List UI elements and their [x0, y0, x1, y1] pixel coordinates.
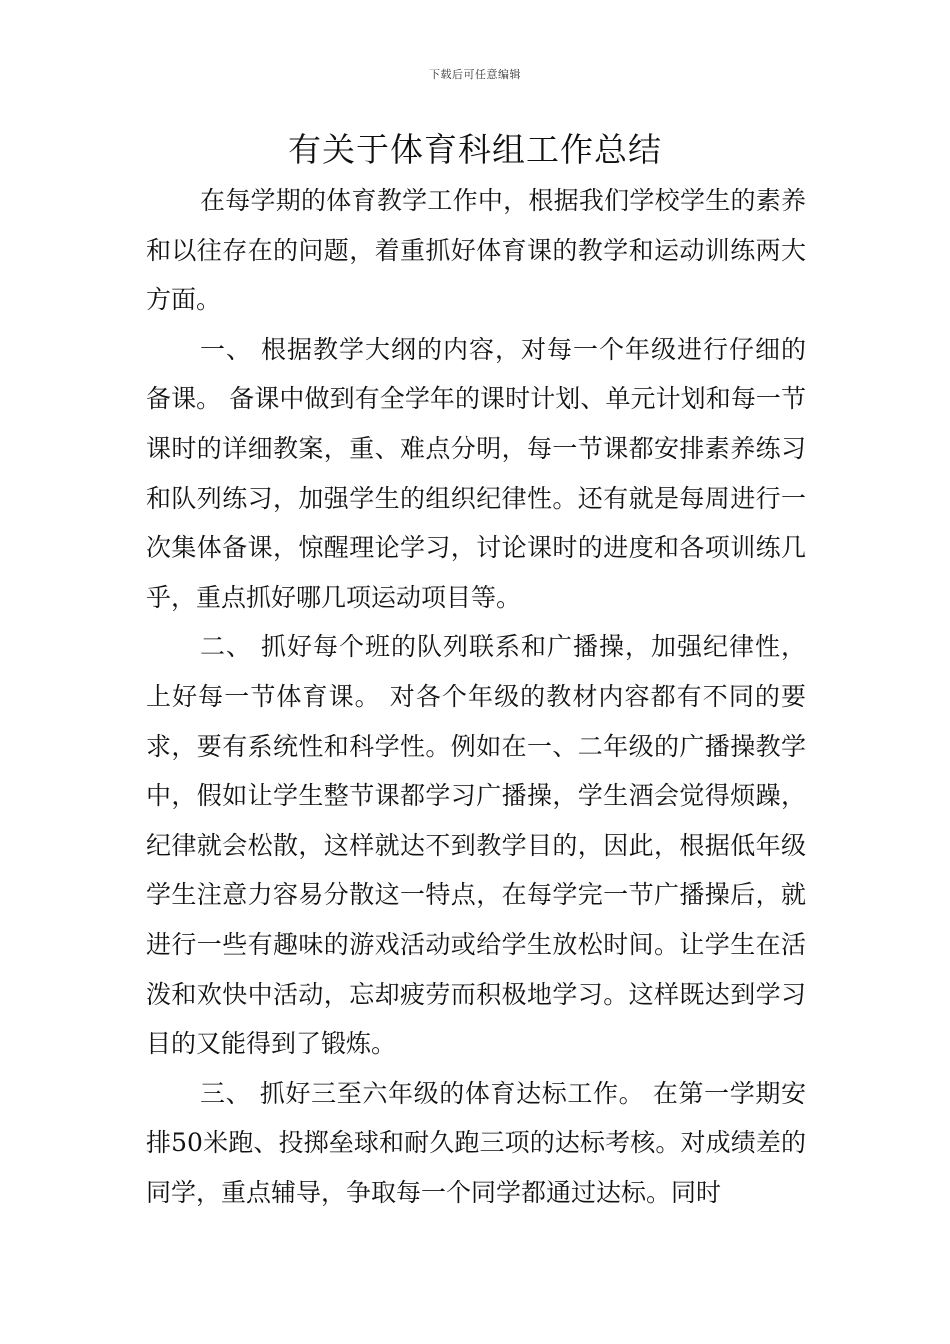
- paragraph-section-2: 二、 抓好每个班的队列联系和广播操，加强纪律性，上好每一节体育课。 对各个年级的教材内容都有不同的要求，要有系统性和科学性。例如在一、二年级的广播操教学中，假如让学生整节课都学习广播操，学生酒会觉得烦躁，纪律就会松散，这样就达不到教学目的，因此，根据低年级学生注意力容易分散这一特点，在每学完一节广播操后，就进行一些有趣味的游戏活动或给学生放松时间。让学生在活泼和欢快中活动，忘却疲劳而积极地学习。这样既达到学习目的又能得到了锻炼。: [146, 632, 806, 1059]
- paragraph-section-3: 三、 抓好三至六年级的体育达标工作。 在第一学期安排50米跑、投掷垒球和耐久跑三项的达标考核。对成绩差的同学，重点辅导，争取每一个同学都通过达标。同时: [146, 1078, 806, 1207]
- document-body: [146, 176, 806, 1217]
- paragraph-intro: 在每学期的体育教学工作中，根据我们学校学生的素养和以往存在的问题，着重抓好体育课的教学和运动训练两大方面。: [146, 186, 806, 315]
- header-note: 下载后可任意编辑: [429, 68, 521, 81]
- document-title: 有关于体育科组工作总结: [288, 130, 662, 169]
- paragraph-section-1: 一、 根据教学大纲的内容，对每一个年级进行仔细的备课。 备课中做到有全学年的课时计划、单元计划和每一节课时的详细教案，重、难点分明，每一节课都安排素养练习和队列练习，加强学生的组织纪律性。还有就是每周进行一次集体备课，惊醒理论学习，讨论课时的进度和各项训练几乎，重点抓好哪几项运动项目等。: [146, 334, 806, 612]
